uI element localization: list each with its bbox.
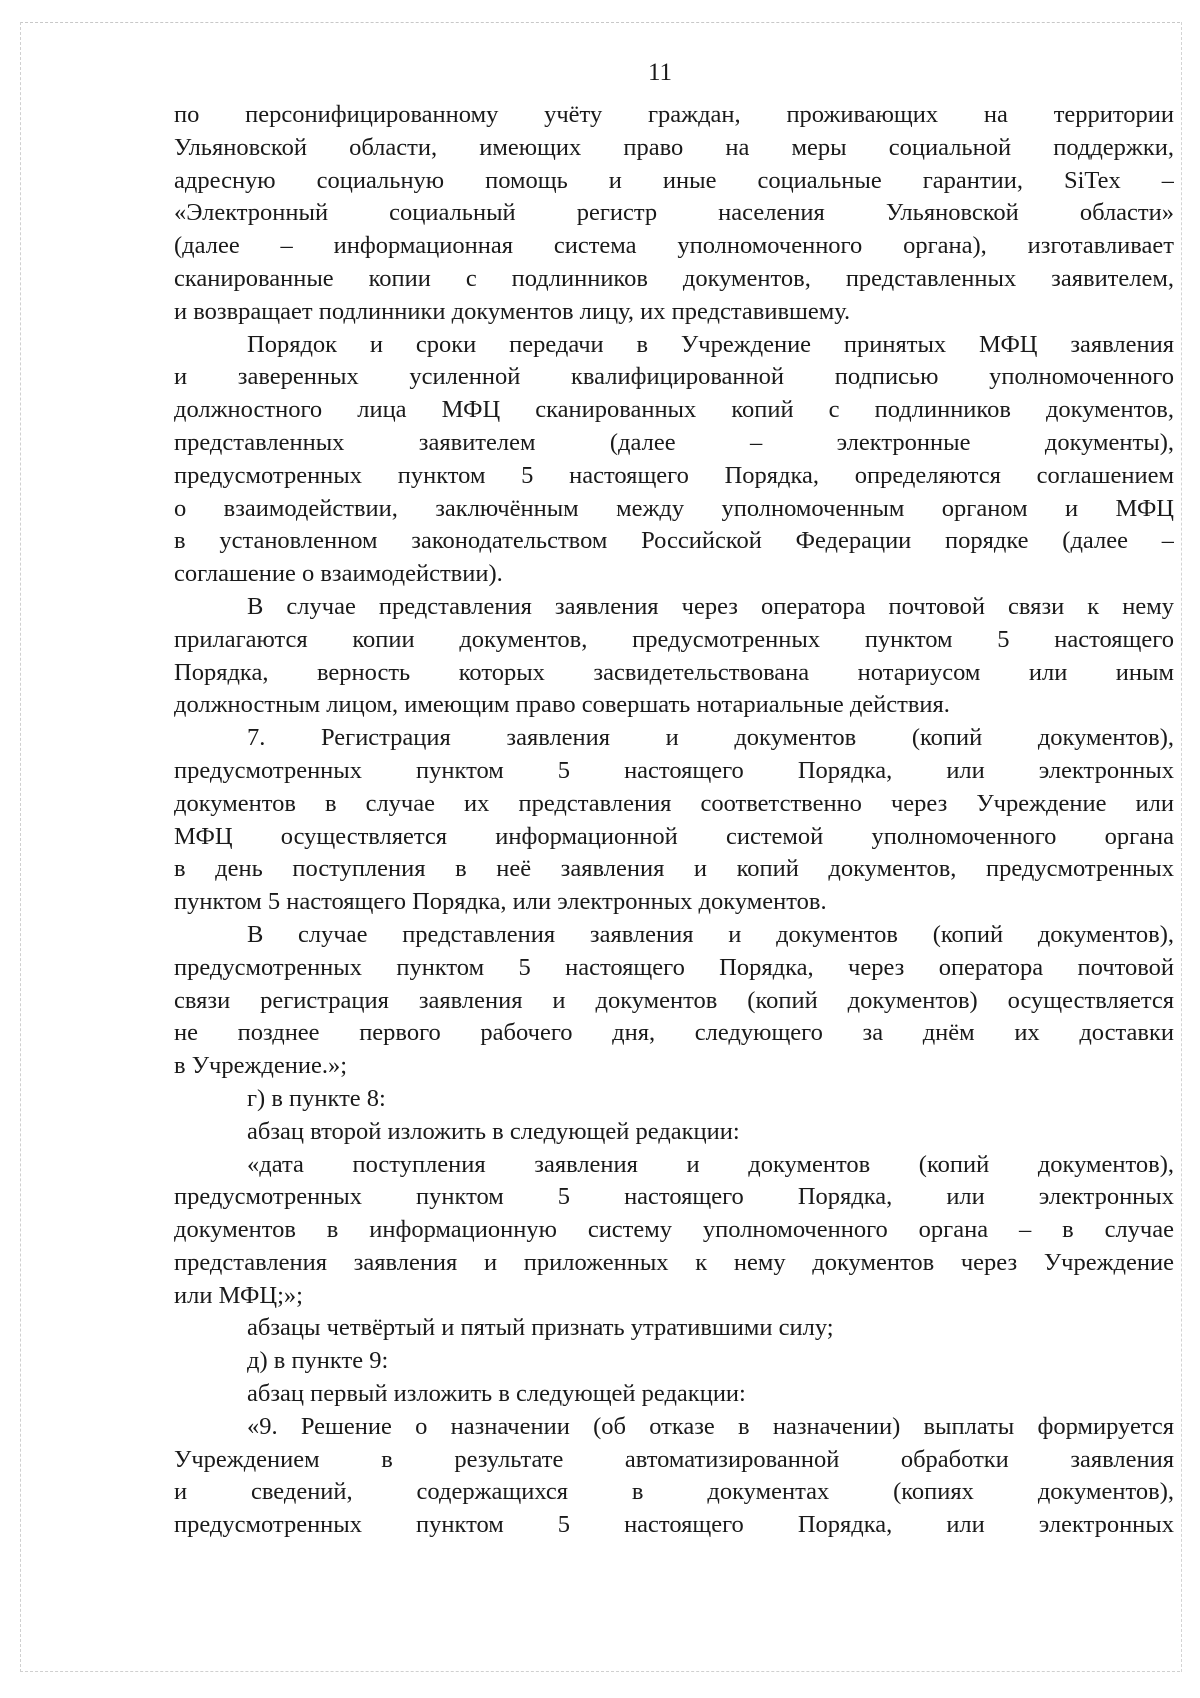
text-line: пунктом 5 настоящего Порядка, или электронных документов. <box>174 888 827 916</box>
text-line: документов в случае их представления соответственно через Учреждение или <box>174 789 1174 817</box>
text-line: предусмотренных пунктом 5 настоящего Порядка, или электронных <box>174 1183 1174 1211</box>
text-line: должностным лицом, имеющим право совершать нотариальные действия. <box>174 691 950 719</box>
text-line: предусмотренных пунктом 5 настоящего Порядка, или электронных <box>174 1511 1174 1539</box>
text-line: в день поступления в неё заявления и копий документов, предусмотренных <box>174 855 1174 883</box>
text-line: «9. Решение о назначении (об отказе в назначении) выплаты формируется <box>247 1412 1174 1440</box>
text-line: по персонифицированному учёту граждан, проживающих на территории <box>174 101 1174 128</box>
text-line: не позднее первого рабочего дня, следующего за днём их доставки <box>174 1019 1174 1047</box>
text-line: «дата поступления заявления и документов (копий документов), <box>247 1150 1174 1178</box>
scan-border-top <box>20 22 1180 23</box>
text-line: абзац второй изложить в следующей редакции: <box>247 1117 740 1145</box>
text-line: д) в пункте 9: <box>247 1347 389 1375</box>
text-line: и возвращает подлинники документов лицу, их представившему. <box>174 297 851 325</box>
text-line: (далее – информационная система уполномоченного органа), изготавливает <box>174 232 1174 260</box>
text-line: предусмотренных пунктом 5 настоящего Порядка, или электронных <box>174 756 1174 784</box>
text-line: абзацы четвёртый и пятый признать утратившими силу; <box>247 1314 834 1342</box>
text-line: сканированные копии с подлинников документов, представленных заявителем, <box>174 264 1174 292</box>
scan-border-bottom <box>20 1671 1180 1672</box>
text-line: «Электронный социальный регистр населения Ульяновской области» <box>174 199 1174 227</box>
text-line: МФЦ осуществляется информационной системой уполномоченного органа <box>174 822 1174 850</box>
text-line: и сведений, содержащихся в документах (копиях документов), <box>174 1478 1174 1506</box>
text-line: прилагаются копии документов, предусмотренных пунктом 5 настоящего <box>174 625 1174 653</box>
text-line: связи регистрация заявления и документов (копий документов) осуществляется <box>174 986 1174 1014</box>
text-line: представления заявления и приложенных к нему документов через Учреждение <box>174 1248 1174 1276</box>
scan-border-left <box>20 22 21 1672</box>
text-line: должностного лица МФЦ сканированных копий с подлинников документов, <box>174 396 1174 424</box>
scan-border-right <box>1181 22 1182 1672</box>
text-line: или МФЦ;»; <box>174 1281 303 1309</box>
text-line: 7. Регистрация заявления и документов (копий документов), <box>247 724 1174 752</box>
page-number: 11 <box>647 59 673 86</box>
text-line: г) в пункте 8: <box>247 1084 386 1112</box>
text-line: В случае представления заявления и документов (копий документов), <box>247 920 1174 948</box>
text-line: предусмотренных пунктом 5 настоящего Порядка, определяются соглашением <box>174 461 1174 489</box>
text-line: Порядок и сроки передачи в Учреждение принятых МФЦ заявления <box>247 330 1174 358</box>
text-line: абзац первый изложить в следующей редакции: <box>247 1380 746 1408</box>
text-line: Порядка, верность которых засвидетельствована нотариусом или иным <box>174 658 1174 686</box>
text-line: предусмотренных пунктом 5 настоящего Порядка, через оператора почтовой <box>174 953 1174 981</box>
text-line: документов в информационную систему уполномоченного органа – в случае <box>174 1216 1174 1244</box>
text-line: В случае представления заявления через оператора почтовой связи к нему <box>247 592 1174 620</box>
text-line: в установленном законодательством Российской Федерации порядке (далее – <box>174 527 1174 555</box>
text-line: представленных заявителем (далее – электронные документы), <box>174 428 1174 456</box>
text-line: в Учреждение.»; <box>174 1052 348 1080</box>
text-line: и заверенных усиленной квалифицированной подписью уполномоченного <box>174 363 1174 391</box>
document-body <box>174 99 1174 1542</box>
text-line: о взаимодействии, заключённым между уполномоченным органом и МФЦ <box>174 494 1174 522</box>
text-line: Ульяновской области, имеющих право на меры социальной поддержки, <box>174 133 1174 161</box>
text-line: Учреждением в результате автоматизированной обработки заявления <box>174 1445 1174 1473</box>
text-line: соглашение о взаимодействии). <box>174 560 503 588</box>
text-line: адресную социальную помощь и иные социальные гарантии, SiTex – <box>174 166 1174 194</box>
